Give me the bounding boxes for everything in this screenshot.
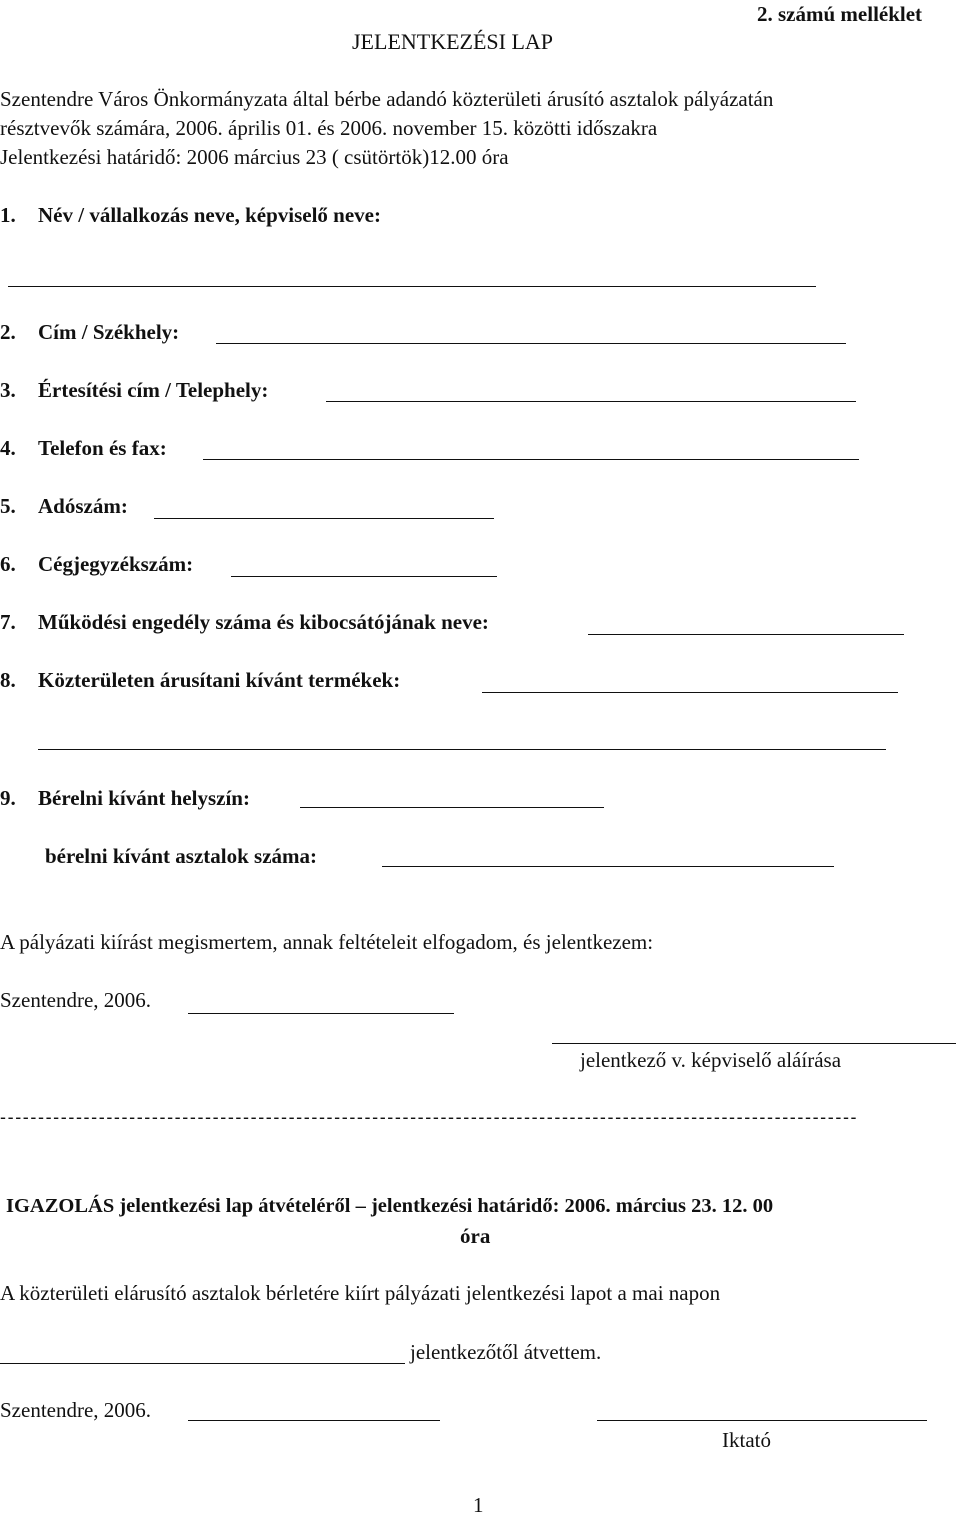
field-8-blank-continued[interactable]: [38, 749, 886, 750]
field-2-label: Cím / Székhely:: [38, 320, 180, 344]
intro-line-3: Jelentkezési határidő: 2006 március 23 ( csütörtök)12.00 óra: [0, 145, 509, 169]
field-2-blank[interactable]: [216, 343, 846, 344]
stamp-caption: Iktató: [722, 1428, 771, 1452]
field-9-blank[interactable]: [300, 807, 604, 808]
field-8-label: Közterületen árusítani kívánt termékek:: [38, 668, 401, 692]
stamp-line[interactable]: [597, 1420, 927, 1421]
field-3-number: 3.: [0, 378, 16, 402]
receipt-text-continued: jelentkezőtől átvettem.: [410, 1340, 602, 1364]
receipt-title: IGAZOLÁS jelentkezési lap átvételéről – jelentkezési határidő: 2006. március 23. 12. 00: [6, 1195, 774, 1217]
field-8-blank[interactable]: [482, 692, 898, 693]
place-date-label: Szentendre, 2006.: [0, 988, 152, 1012]
signature-line[interactable]: [552, 1043, 956, 1044]
field-1-number: 1.: [0, 203, 16, 227]
date-blank[interactable]: [188, 1013, 454, 1014]
field-7-label: Működési engedély száma és kibocsátójának neve:: [38, 610, 489, 634]
receipt-title-continued: óra: [460, 1224, 491, 1248]
field-5-label: Adószám:: [38, 494, 128, 518]
field-6-label: Cégjegyzékszám:: [38, 552, 194, 576]
field-4-label: Telefon és fax:: [38, 436, 167, 460]
field-6-number: 6.: [0, 552, 16, 576]
page-number: 1: [473, 1493, 484, 1517]
field-9-number: 9.: [0, 786, 16, 810]
intro-line-1: Szentendre Város Önkormányzata által bérbe adandó közterületi árusító asztalok pályázatán: [0, 87, 774, 111]
field-3-blank[interactable]: [326, 401, 856, 402]
field-6-blank[interactable]: [231, 576, 497, 577]
field-4-blank[interactable]: [203, 459, 859, 460]
signature-caption: jelentkező v. képviselő aláírása: [580, 1048, 842, 1072]
cut-separator: -----------------------------------------------------------------------------------------------------------------: [0, 1108, 859, 1126]
receipt-place-date-label: Szentendre, 2006.: [0, 1398, 152, 1422]
field-5-number: 5.: [0, 494, 16, 518]
field-4-number: 4.: [0, 436, 16, 460]
applicant-name-blank[interactable]: [0, 1363, 405, 1364]
acceptance-statement: A pályázati kiírást megismertem, annak feltételeit elfogadom, és jelentkezem:: [0, 930, 654, 954]
page-title: JELENTKEZÉSI LAP: [352, 29, 554, 54]
field-3-label: Értesítési cím / Telephely:: [38, 378, 269, 402]
annex-label: 2. számú melléklet: [757, 2, 923, 26]
field-2-number: 2.: [0, 320, 16, 344]
tables-count-blank[interactable]: [382, 866, 834, 867]
field-5-blank[interactable]: [154, 518, 494, 519]
receipt-text: A közterületi elárusító asztalok bérletére kiírt pályázati jelentkezési lapot a mai napon: [0, 1281, 721, 1305]
field-7-blank[interactable]: [588, 634, 904, 635]
field-1-blank[interactable]: [8, 286, 816, 287]
tables-count-label: bérelni kívánt asztalok száma:: [45, 844, 318, 868]
receipt-date-blank[interactable]: [188, 1420, 440, 1421]
field-9-label: Bérelni kívánt helyszín:: [38, 786, 250, 810]
field-7-number: 7.: [0, 610, 16, 634]
intro-line-2: résztvevők számára, 2006. április 01. és 2006. november 15. közötti időszakra: [0, 116, 658, 140]
field-8-number: 8.: [0, 668, 16, 692]
field-1-label: Név / vállalkozás neve, képviselő neve:: [38, 203, 381, 227]
